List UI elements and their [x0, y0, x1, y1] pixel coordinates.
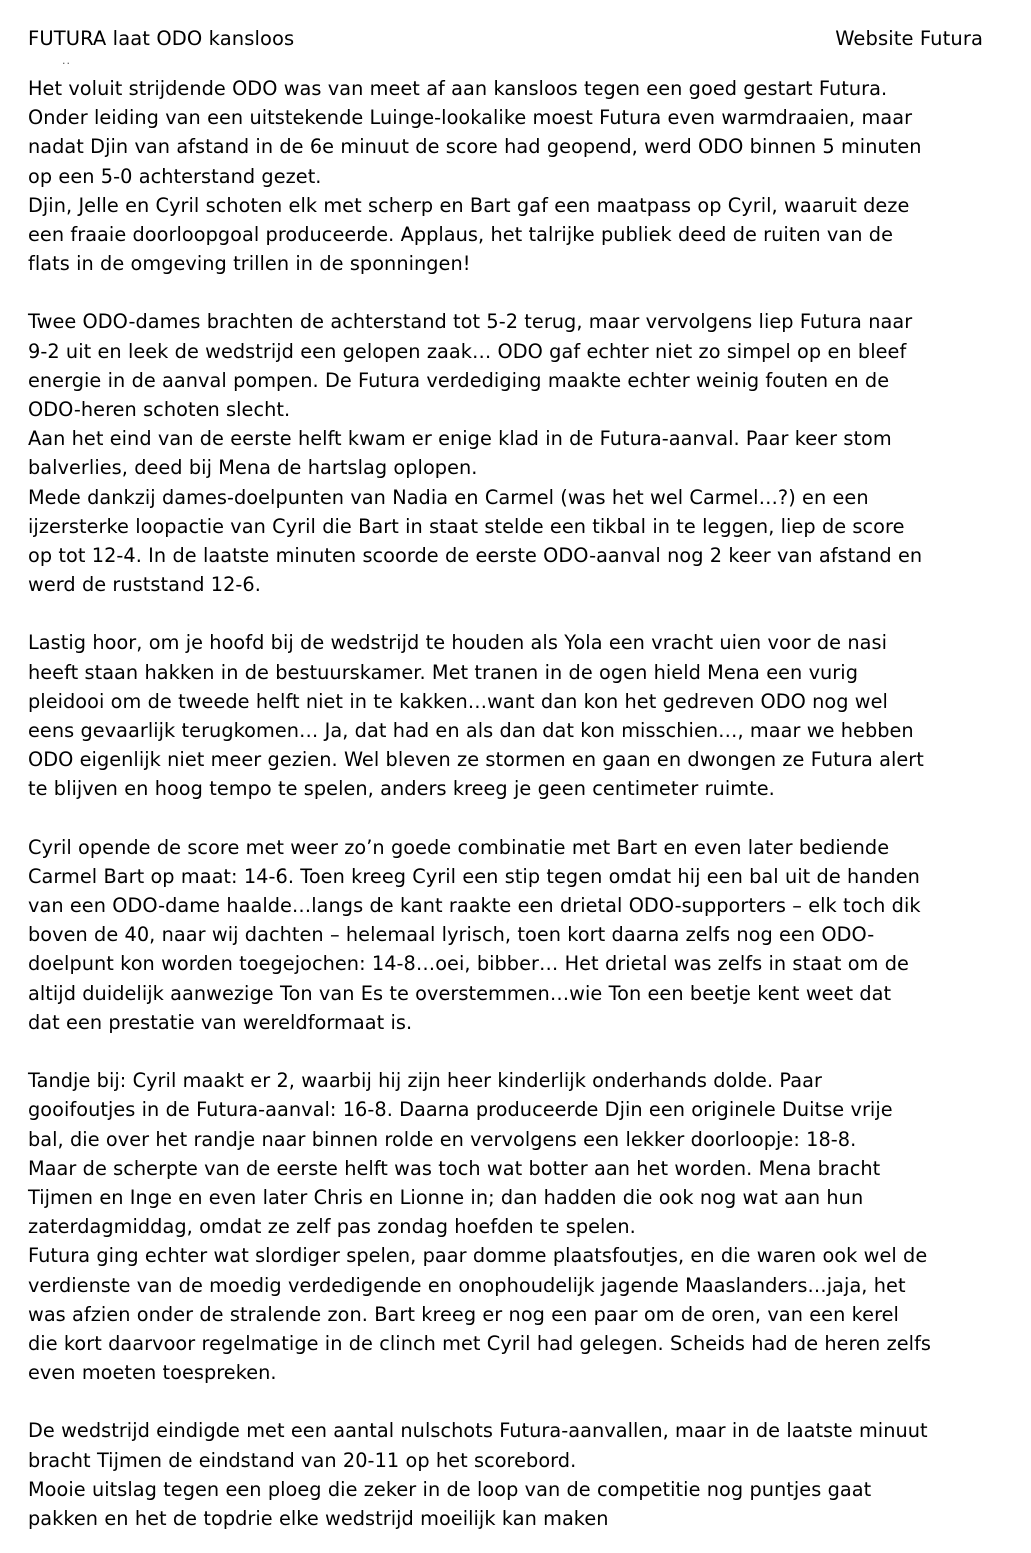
paragraph-1 — [28, 74, 999, 278]
text-line: ijzersterke loopactie van Cyril die Bart in staat stelde een tikbal in te leggen, liep de score — [28, 514, 905, 538]
text-line: Mede dankzij dames-doelpunten van Nadia en Carmel (was het wel Carmel…?) en een — [28, 485, 869, 509]
text-line: even moeten toespreken. — [28, 1361, 277, 1385]
text-line: Futura ging echter wat slordiger spelen, paar domme plaatsfoutjes, en die waren ook wel de — [28, 1244, 928, 1268]
text-line: Het voluit strijdende ODO was van meet af aan kansloos tegen een goed gestart Futura. — [28, 77, 888, 100]
paragraph-spacer — [28, 1387, 999, 1416]
text-line: Tandje bij: Cyril maakt er 2, waarbij hij zijn heer kinderlijk onderhands dolde. Paar — [28, 1069, 822, 1093]
text-line: flats in de omgeving trillen in de sponningen! — [28, 252, 471, 276]
text-line: 9-2 uit en leek de wedstrijd een gelopen zaak… ODO gaf echter niet zo simpel op en bleef — [28, 339, 907, 363]
text-line: Tijmen en Inge en even later Chris en Lionne in; dan hadden die ook nog wat aan hun — [28, 1185, 864, 1209]
text-line: balverlies, deed bij Mena de hartslag oplopen. — [28, 456, 478, 480]
text-line: Lastig hoor, om je hoofd bij de wedstrijd te houden als Yola een vracht uien voor de nasi — [28, 631, 888, 655]
text-line: Twee ODO-dames brachten de achterstand tot 5-2 terug, maar vervolgens liep Futura naar — [28, 310, 913, 334]
text-line: boven de 40, naar wij dachten – helemaal lyrisch, toen kort daarna zelfs nog een ODO- — [28, 923, 875, 947]
text-line: een fraaie doorloopgoal produceerde. Applaus, het talrijke publiek deed de ruiten van de — [28, 223, 893, 247]
margin-mark: .. — [62, 54, 71, 67]
text-line: De wedstrijd eindigde met een aantal nulschots Futura-aanvallen, maar in de laatste minuut — [28, 1419, 928, 1443]
paragraph-3 — [28, 628, 999, 803]
text-line: dat een prestatie van wereldformaat is. — [28, 1010, 413, 1034]
paragraph-6 — [28, 1416, 999, 1533]
text-line: heeft staan hakken in de bestuurskamer. Met tranen in de ogen hield Mena een vurig — [28, 660, 858, 684]
paragraph-5 — [28, 1066, 999, 1387]
text-line: gooifoutjes in de Futura-aanval: 16-8. Daarna produceerde Djin een originele Duitse vrije — [28, 1098, 893, 1122]
paragraph-2 — [28, 307, 999, 599]
paragraph-spacer — [28, 599, 999, 628]
text-line: eens gevaarlijk terugkomen… Ja, dat had en als dan dat kon misschien…, maar we hebben — [28, 719, 914, 743]
text-line: ODO eigenlijk niet meer gezien. Wel bleven ze stormen en gaan en dwongen ze Futura alert — [28, 748, 924, 772]
paragraph-4 — [28, 833, 999, 1037]
document-header — [28, 26, 999, 52]
text-line: die kort daarvoor regelmatige in de clinch met Cyril had gelegen. Scheids had de heren zelfs — [28, 1331, 932, 1355]
text-line: pleidooi om de tweede helft niet in te kakken…want dan kon het gedreven ODO nog wel — [28, 689, 888, 713]
text-line: Aan het eind van de eerste helft kwam er enige klad in de Futura-aanval. Paar keer stom — [28, 427, 892, 451]
paragraph-spacer — [28, 278, 999, 307]
text-line: ODO-heren schoten slecht. — [28, 398, 291, 422]
text-line: Maar de scherpte van de eerste helft was toch wat botter aan het worden. Mena bracht — [28, 1156, 881, 1180]
paragraph-spacer — [28, 804, 999, 833]
text-line: altijd duidelijk aanwezige Ton van Es te overstemmen…wie Ton een beetje kent weet dat — [28, 981, 892, 1005]
text-line: Mooie uitslag tegen een ploeg die zeker in de loop van de competitie nog puntjes gaat — [28, 1477, 872, 1501]
text-line: nadat Djin van afstand in de 6e minuut de score had geopend, werd ODO binnen 5 minuten — [28, 135, 922, 159]
text-line: te blijven en hoog tempo te spelen, anders kreeg je geen centimeter ruimte. — [28, 777, 775, 801]
text-line: zaterdagmiddag, omdat ze zelf pas zondag hoefden te spelen. — [28, 1215, 636, 1239]
text-line: was afzien onder de stralende zon. Bart kreeg er nog een paar om de oren, van een kerel — [28, 1302, 899, 1326]
document-title: FUTURA laat ODO kansloos — [28, 27, 295, 50]
text-line: van een ODO-dame haalde…langs de kant raakte een drietal ODO-supporters – elk toch dik — [28, 894, 921, 918]
text-line: pakken en het de topdrie elke wedstrijd moeilijk kan maken — [28, 1506, 609, 1530]
text-line: Cyril opende de score met weer zo’n goede combinatie met Bart en even later bediende — [28, 835, 890, 859]
text-line: bracht Tijmen de eindstand van 20-11 op het scorebord. — [28, 1448, 577, 1472]
text-line: Onder leiding van een uitstekende Luinge-lookalike moest Futura even warmdraaien, maar — [28, 106, 913, 130]
document-body — [28, 74, 999, 1533]
paragraph-spacer — [28, 1037, 999, 1066]
text-line: werd de ruststand 12-6. — [28, 573, 261, 597]
text-line: verdienste van de moedig verdedigende en onophoudelijk jagende Maaslanders…jaja, het — [28, 1273, 906, 1297]
text-line: op een 5-0 achterstand gezet. — [28, 164, 322, 188]
text-line: doelpunt kon worden toegejochen: 14-8…oei, bibber… Het drietal was zelfs in staat om de — [28, 952, 909, 976]
text-line: Carmel Bart op maat: 14-6. Toen kreeg Cyril een stip tegen omdat hij een bal uit de handen — [28, 864, 920, 888]
document-source: Website Futura — [835, 27, 983, 50]
text-line: energie in de aanval pompen. De Futura verdediging maakte echter weinig fouten en de — [28, 368, 890, 392]
text-line: Djin, Jelle en Cyril schoten elk met scherp en Bart gaf een maatpass op Cyril, waaruit deze — [28, 193, 910, 217]
text-line: op tot 12-4. In de laatste minuten scoorde de eerste ODO-aanval nog 2 keer van afstand en — [28, 544, 923, 568]
text-line: bal, die over het randje naar binnen rolde en vervolgens een lekker doorloopje: 18-8. — [28, 1127, 857, 1151]
